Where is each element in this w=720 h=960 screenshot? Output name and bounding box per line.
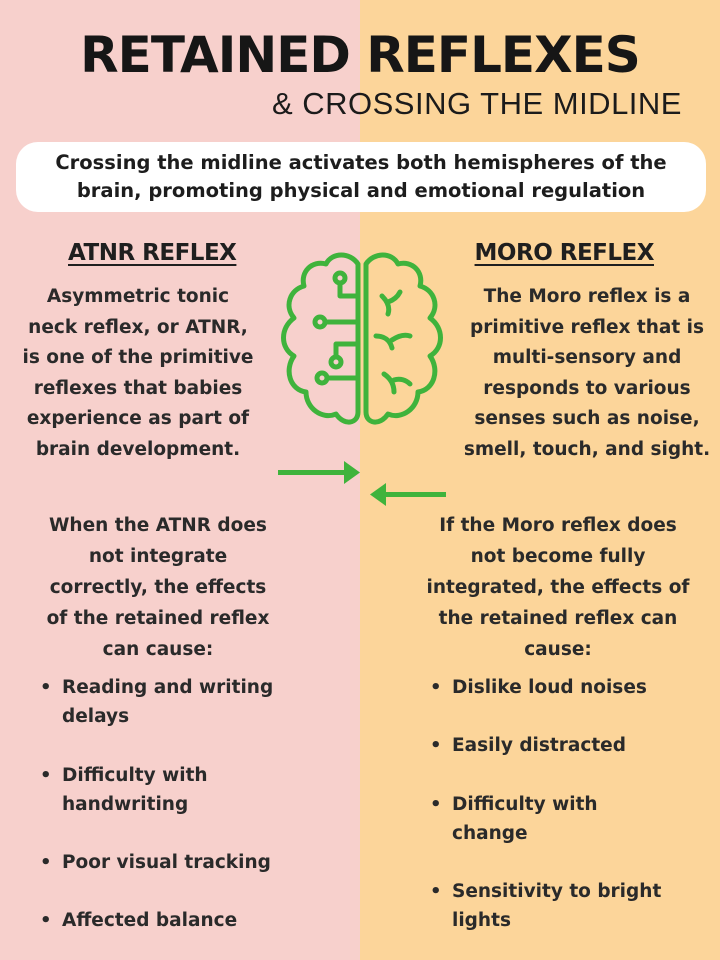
list-item-line: • Poor visual tracking	[62, 852, 271, 873]
moro-effects-line: the retained reflex can	[438, 608, 678, 629]
list-item	[430, 877, 712, 935]
list-item	[40, 761, 322, 819]
moro-effects-line: If the Moro reflex does	[439, 515, 677, 536]
list-item-line: lights	[452, 910, 511, 931]
list-item-line: • Difficulty with	[62, 765, 208, 786]
moro-description-line: primitive reflex that is	[470, 316, 704, 338]
atnr-description	[0, 282, 276, 465]
moro-description-line: multi-sensory and	[492, 347, 682, 368]
list-item	[430, 673, 712, 702]
atnr-effects-line: When the ATNR does	[49, 515, 267, 536]
list-item-line: • Reading and writing	[62, 677, 274, 698]
list-item-line: • Easily distracted	[452, 735, 626, 756]
atnr-description-line: experience as part of	[26, 408, 250, 429]
list-item-line: • Dislike loud noises	[452, 677, 647, 698]
moro-effects-line: integrated, the effects of	[426, 577, 690, 598]
page-title: RETAINED REFLEXES	[80, 26, 640, 84]
brain-icon	[272, 244, 452, 444]
atnr-heading: ATNR REFLEX	[68, 240, 237, 266]
moro-heading: MORO REFLEX	[474, 240, 654, 266]
moro-effects-line: cause:	[524, 639, 592, 660]
list-item-line: • Difficulty with	[452, 794, 598, 815]
list-item	[430, 790, 712, 848]
moro-description	[452, 282, 720, 465]
summary-banner-text: Crossing the midline activates both hemispheres of the brain, promoting physical and emotional regulation	[55, 151, 667, 202]
list-item-line: handwriting	[62, 794, 189, 815]
list-item	[40, 673, 322, 731]
moro-effects-intro	[410, 510, 706, 665]
list-item-line: change	[452, 823, 528, 844]
summary-banner	[16, 142, 706, 212]
atnr-effects-intro	[20, 510, 296, 665]
atnr-description-line: is one of the primitive	[22, 347, 254, 368]
list-item	[430, 731, 712, 760]
moro-description-line: smell, touch, and sight.	[463, 438, 711, 460]
atnr-effects-line: not integrate	[88, 546, 228, 567]
list-item-line: • Affected balance	[62, 910, 238, 931]
list-item	[40, 906, 322, 935]
moro-effects-line: not become fully	[470, 546, 646, 567]
atnr-effects-line: can cause:	[102, 639, 214, 660]
moro-description-line: senses such as noise,	[474, 408, 700, 429]
list-item-line: delays	[62, 706, 130, 727]
atnr-description-line: neck reflex, or ATNR,	[28, 316, 248, 338]
list-item-line: • Sensitivity to bright	[452, 881, 662, 902]
moro-description-line: The Moro reflex is a	[483, 286, 691, 307]
list-item	[40, 848, 322, 877]
atnr-effects-line: correctly, the effects	[49, 577, 267, 598]
atnr-description-line: reflexes that babies	[33, 377, 243, 399]
atnr-description-line: brain development.	[35, 438, 241, 460]
moro-description-line: responds to various	[483, 377, 691, 399]
crossing-arrows-icon	[270, 455, 460, 515]
page-subtitle: & CROSSING THE MIDLINE	[271, 86, 682, 121]
atnr-effects-line: of the retained reflex	[46, 608, 270, 629]
atnr-description-line: Asymmetric tonic	[46, 286, 230, 307]
